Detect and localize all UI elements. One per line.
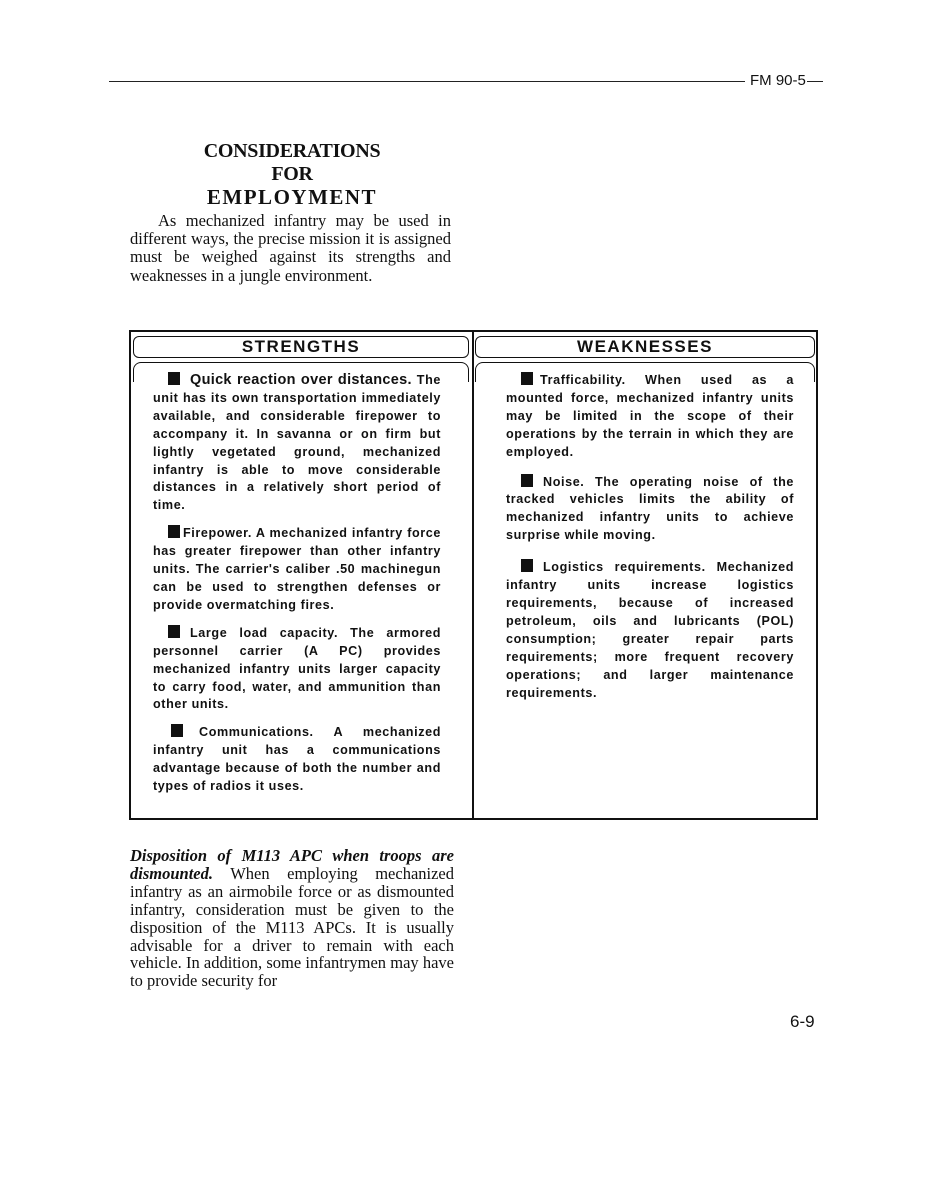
strength-entry (153, 372, 441, 515)
strength-text: A mechanized infantry force has greater firepower than other infantry units. The carrier's caliber .50 machinegun can be used to strengthen defenses or provide overmatching fires. (153, 526, 441, 612)
weakness-lead: Trafficability. (540, 373, 626, 387)
weakness-entry (506, 474, 794, 546)
bullet-square-icon (171, 724, 183, 737)
strength-text: The armored personnel carrier (A PC) provides mechanized infantry units larger capacity to carry food, water, and ammunition than other units. (153, 625, 441, 712)
bullet-square-icon (168, 372, 180, 385)
running-header (750, 72, 823, 89)
body-paragraph (130, 847, 454, 990)
section-title (130, 140, 454, 209)
bullet-square-icon (168, 525, 180, 538)
section-title-line1: CONSIDERATIONS (203, 140, 381, 162)
weaknesses-column (506, 372, 794, 712)
header-dash (807, 81, 823, 82)
strength-lead: Large load capacity. (190, 625, 339, 640)
section-title-line2: FOR (271, 163, 313, 185)
strengths-weaknesses-table (129, 330, 818, 820)
bullet-square-icon (521, 474, 533, 487)
intro-paragraph (130, 212, 451, 285)
strength-lead: Firepower. (183, 526, 252, 541)
strength-entry (153, 724, 441, 796)
weakness-entry (506, 559, 794, 702)
strength-entry (153, 525, 441, 615)
column-divider (472, 332, 474, 818)
bullet-square-icon (521, 372, 533, 385)
strengths-column (153, 372, 441, 806)
header-rule (109, 81, 745, 82)
strengths-header: STRENGTHS (133, 336, 469, 358)
strength-lead: Communications. (199, 725, 314, 740)
body-text: When employing mechanized infantry as an airmobile force or as dismounted infantry, consideration must be given to the disposition of the M113 APCs. It is usually advisable for a driver to remain with each vehicle. In addition, some infantrymen may have to provide security for (130, 863, 454, 991)
header-label: FM 90-5 (750, 72, 806, 89)
weakness-lead: Noise. (543, 474, 585, 489)
bullet-square-icon (521, 559, 533, 572)
intro-text: As mechanized infantry may be used in different ways, the precise mission it is assigned must be weighed against its strengths and weaknesses in a jungle environment. (130, 211, 451, 285)
strength-lead: Quick reaction over distances. (190, 372, 412, 388)
weakness-text: The operating noise of the tracked vehicles limits the ability of mechanized infantry units to achieve surprise while moving. (506, 474, 794, 543)
section-title-line3: EMPLOYMENT (206, 185, 378, 209)
weakness-text: Mechanized infantry units increase logistics requirements, because of increased petroleum, oils and lubricants (POL) consumption; greater repair parts requirements; more frequent recovery operations; and larger maintenance requirements. (506, 560, 794, 700)
weakness-lead: Logistics requirements. (543, 560, 706, 575)
page-number: 6-9 (790, 1012, 815, 1031)
body-lead: Disposition of M113 APC when troops are dismounted. (130, 846, 454, 883)
weakness-text: When used as a mounted force, mechanized infantry units may be limited in the scope of their operations by the terrain in which they are employed. (506, 373, 794, 459)
weaknesses-header: WEAKNESSES (475, 336, 815, 358)
strength-text: A mechanized infantry unit has a communications advantage because of both the number and types of radios it uses. (153, 725, 441, 794)
strength-entry (153, 625, 441, 715)
weakness-entry (506, 372, 794, 462)
strength-text: The unit has its own transportation immediately available, and considerable firepower to accompany it. In savanna or on firm but lightly vegetated ground, mechanized infantry is able to move considerable distances in a relatively short period of time. (153, 373, 441, 513)
bullet-square-icon (168, 625, 180, 638)
